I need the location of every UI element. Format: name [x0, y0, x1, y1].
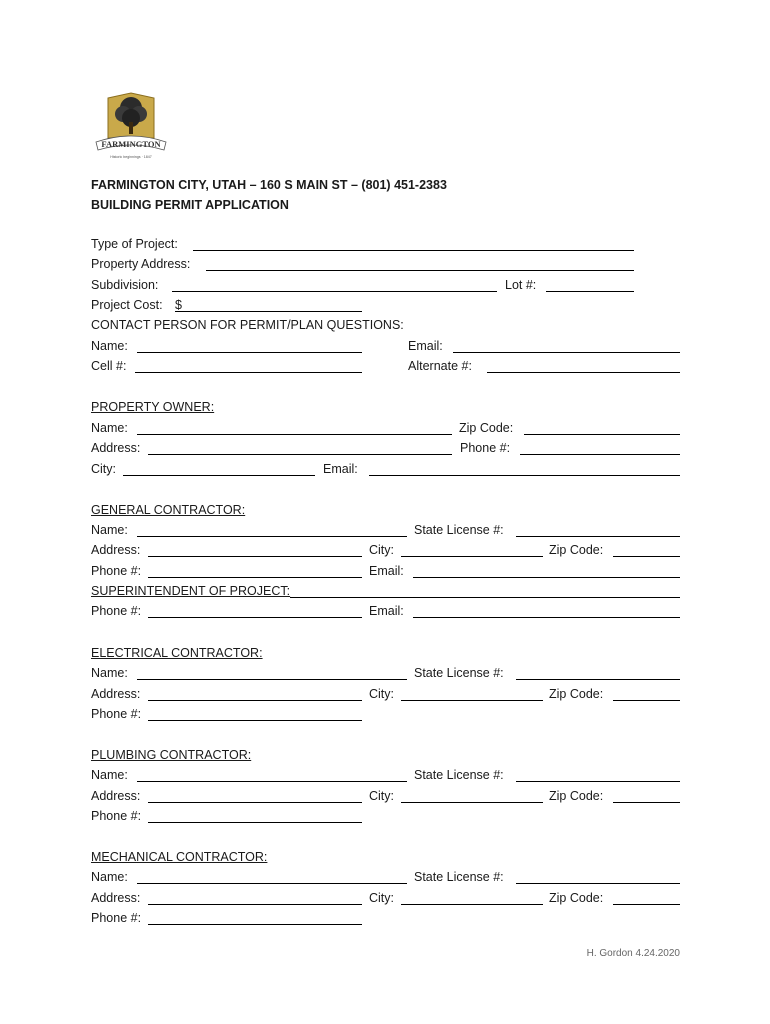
logo-tagline: Historic beginnings · 1847 [110, 155, 152, 159]
owner-phone-label: Phone #: [460, 441, 511, 455]
subdivision-row [91, 277, 680, 297]
plumbing-name-field[interactable] [137, 781, 407, 782]
general-heading: GENERAL CONTRACTOR: [91, 503, 246, 517]
type-of-project-label: Type of Project: [91, 237, 178, 251]
plumbing-name-row [91, 767, 680, 787]
plumbing-license-field[interactable] [516, 781, 680, 782]
plumbing-zip-label: Zip Code: [549, 789, 604, 803]
electrical-heading-row [91, 645, 680, 665]
electrical-heading: ELECTRICAL CONTRACTOR: [91, 646, 263, 660]
mechanical-city-field[interactable] [401, 904, 543, 905]
owner-address-field[interactable] [148, 454, 452, 455]
superintendent-phone-field[interactable] [148, 617, 362, 618]
owner-name-field[interactable] [137, 434, 452, 435]
plumbing-heading: PLUMBING CONTRACTOR: [91, 748, 252, 762]
electrical-address-row [91, 686, 680, 706]
superintendent-field[interactable] [290, 597, 680, 598]
owner-address-row [91, 440, 680, 460]
lot-label: Lot #: [505, 278, 537, 292]
plumbing-city-label: City: [369, 789, 394, 803]
logo-name: FARMINGTON [101, 139, 161, 149]
owner-heading: PROPERTY OWNER: [91, 400, 215, 414]
general-phone-field[interactable] [148, 577, 362, 578]
superintendent-phone-label: Phone #: [91, 604, 142, 618]
contact-email-field[interactable] [453, 352, 680, 353]
owner-phone-field[interactable] [520, 454, 680, 455]
owner-name-label: Name: [91, 421, 128, 435]
mechanical-license-field[interactable] [516, 883, 680, 884]
general-city-field[interactable] [401, 556, 543, 557]
general-heading-row [91, 502, 680, 522]
subdivision-field[interactable] [172, 291, 497, 292]
farmington-city-logo [94, 92, 168, 162]
plumbing-license-label: State License #: [414, 768, 504, 782]
electrical-city-label: City: [369, 687, 394, 701]
property-address-field[interactable] [206, 270, 634, 271]
plumbing-phone-field[interactable] [148, 822, 362, 823]
mechanical-heading: MECHANICAL CONTRACTOR: [91, 850, 268, 864]
project-cost-dollar-sign: $ [175, 298, 182, 312]
owner-address-label: Address: [91, 441, 141, 455]
electrical-address-field[interactable] [148, 700, 362, 701]
electrical-name-field[interactable] [137, 679, 407, 680]
contact-alternate-label: Alternate #: [408, 359, 472, 373]
electrical-phone-label: Phone #: [91, 707, 142, 721]
superintendent-row [91, 583, 680, 603]
general-name-field[interactable] [137, 536, 407, 537]
owner-zip-field[interactable] [524, 434, 680, 435]
property-address-label: Property Address: [91, 257, 191, 271]
owner-name-row [91, 420, 680, 440]
contact-email-label: Email: [408, 339, 443, 353]
contact-heading-row [91, 317, 680, 337]
superintendent-email-label: Email: [369, 604, 404, 618]
subdivision-label: Subdivision: [91, 278, 159, 292]
electrical-city-field[interactable] [401, 700, 543, 701]
owner-heading-row [91, 399, 680, 419]
general-address-row [91, 542, 680, 562]
electrical-address-label: Address: [91, 687, 141, 701]
mechanical-heading-row [91, 849, 680, 869]
project-cost-field[interactable] [175, 311, 362, 312]
mechanical-phone-label: Phone #: [91, 911, 142, 925]
plumbing-city-field[interactable] [401, 802, 543, 803]
general-license-label: State License #: [414, 523, 504, 537]
owner-email-field[interactable] [369, 475, 680, 476]
lot-field[interactable] [546, 291, 634, 292]
mechanical-address-field[interactable] [148, 904, 362, 905]
contact-name-row [91, 338, 680, 358]
type-of-project-field[interactable] [193, 250, 634, 251]
header-address-line: FARMINGTON CITY, UTAH – 160 S MAIN ST – (801) 451-2383 [91, 178, 447, 192]
electrical-phone-field[interactable] [148, 720, 362, 721]
general-name-label: Name: [91, 523, 128, 537]
general-zip-field[interactable] [613, 556, 680, 557]
mechanical-license-label: State License #: [414, 870, 504, 884]
owner-city-row [91, 461, 680, 481]
electrical-name-label: Name: [91, 666, 128, 680]
general-phone-label: Phone #: [91, 564, 142, 578]
general-address-label: Address: [91, 543, 141, 557]
electrical-zip-field[interactable] [613, 700, 680, 701]
owner-zip-label: Zip Code: [459, 421, 514, 435]
contact-cell-row [91, 358, 680, 378]
mechanical-zip-field[interactable] [613, 904, 680, 905]
general-address-field[interactable] [148, 556, 362, 557]
mechanical-address-row [91, 890, 680, 910]
contact-name-field[interactable] [137, 352, 362, 353]
general-email-field[interactable] [413, 577, 680, 578]
contact-name-label: Name: [91, 339, 128, 353]
mechanical-city-label: City: [369, 891, 394, 905]
mechanical-phone-row [91, 910, 680, 930]
superintendent-contact-row [91, 603, 680, 623]
plumbing-name-label: Name: [91, 768, 128, 782]
plumbing-zip-field[interactable] [613, 802, 680, 803]
mechanical-address-label: Address: [91, 891, 141, 905]
property-address-row [91, 256, 680, 276]
mechanical-name-field[interactable] [137, 883, 407, 884]
plumbing-address-row [91, 788, 680, 808]
plumbing-heading-row [91, 747, 680, 767]
electrical-zip-label: Zip Code: [549, 687, 604, 701]
general-name-row [91, 522, 680, 542]
owner-city-field[interactable] [123, 475, 315, 476]
general-email-label: Email: [369, 564, 404, 578]
general-city-label: City: [369, 543, 394, 557]
plumbing-address-field[interactable] [148, 802, 362, 803]
electrical-phone-row [91, 706, 680, 726]
contact-cell-label: Cell #: [91, 359, 127, 373]
owner-email-label: Email: [323, 462, 358, 476]
contact-heading: CONTACT PERSON FOR PERMIT/PLAN QUESTIONS: [91, 318, 404, 332]
electrical-name-row [91, 665, 680, 685]
plumbing-address-label: Address: [91, 789, 141, 803]
owner-city-label: City: [91, 462, 116, 476]
general-license-field[interactable] [516, 536, 680, 537]
mechanical-name-label: Name: [91, 870, 128, 884]
project-cost-label: Project Cost: [91, 298, 163, 312]
mechanical-name-row [91, 869, 680, 889]
form-title: BUILDING PERMIT APPLICATION [91, 198, 289, 212]
mechanical-phone-field[interactable] [148, 924, 362, 925]
contact-cell-field[interactable] [135, 372, 362, 373]
plumbing-phone-row [91, 808, 680, 828]
mechanical-zip-label: Zip Code: [549, 891, 604, 905]
superintendent-label: SUPERINTENDENT OF PROJECT: [91, 584, 291, 598]
general-phone-row [91, 563, 680, 583]
contact-alternate-field[interactable] [487, 372, 680, 373]
plumbing-phone-label: Phone #: [91, 809, 142, 823]
electrical-license-label: State License #: [414, 666, 504, 680]
type-of-project-row [91, 236, 680, 256]
general-zip-label: Zip Code: [549, 543, 604, 557]
revision-footer: H. Gordon 4.24.2020 [586, 948, 680, 959]
project-cost-row [91, 297, 680, 317]
electrical-license-field[interactable] [516, 679, 680, 680]
superintendent-email-field[interactable] [413, 617, 680, 618]
